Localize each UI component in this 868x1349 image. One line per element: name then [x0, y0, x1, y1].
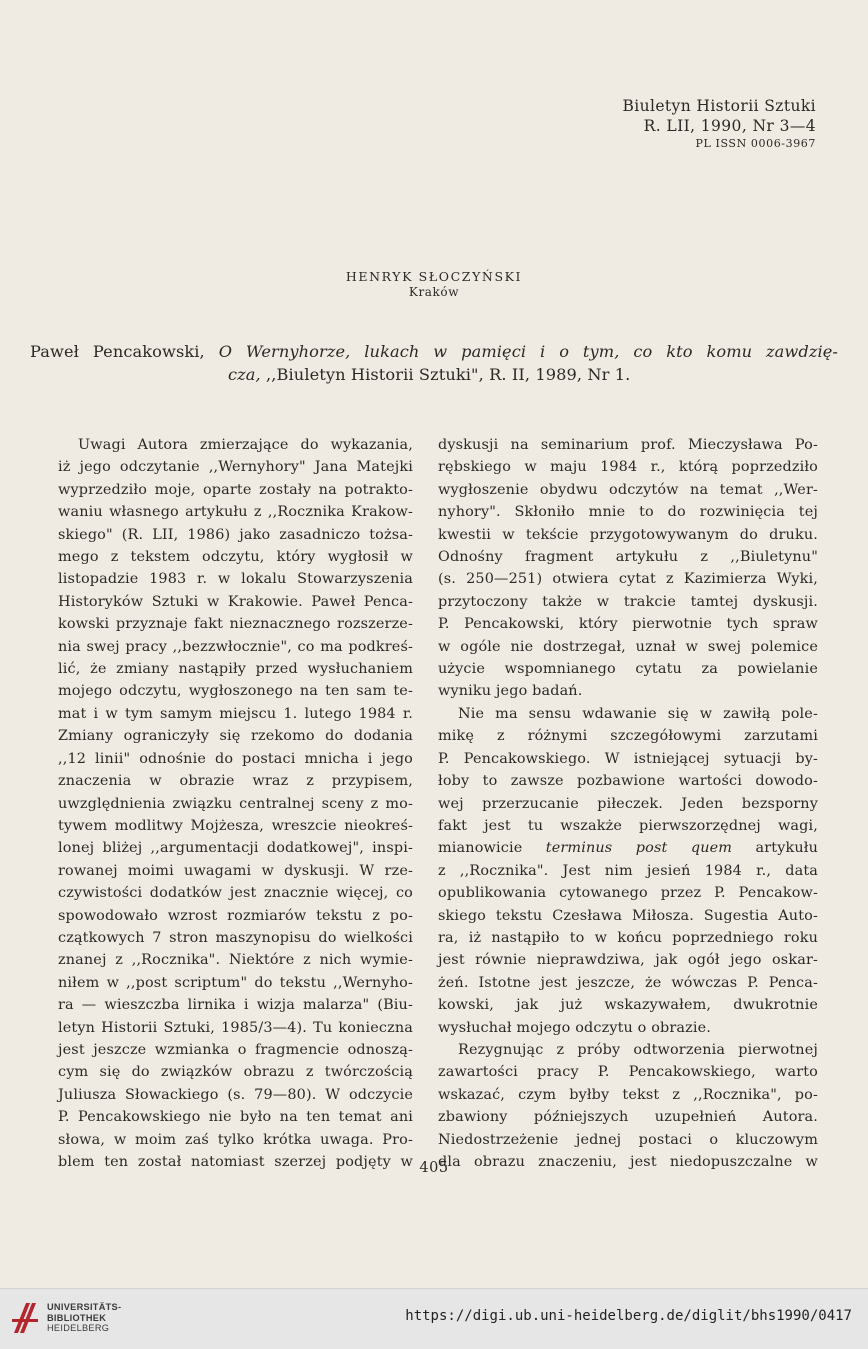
- journal-issn: PL ISSN 0006-3967: [695, 137, 816, 150]
- text-line: letyn Historii Sztuki, 1985/3—4). Tu konieczna: [58, 1019, 413, 1036]
- text-line: wyniku jego badań.: [438, 683, 583, 700]
- page-number: 405: [419, 1160, 449, 1176]
- text-line: użycie wspomnianego cytatu za powielanie: [438, 661, 818, 678]
- text-line: Odnośny fragment artykułu z ,,Biuletynu": [438, 549, 818, 566]
- text-line: opublikowania cytowanego przez P. Pencakow-: [438, 885, 818, 902]
- text-fragment: artykułu: [732, 840, 819, 857]
- text-line: mat i w tym samym miejscu 1. lutego 1984 r.: [58, 705, 413, 722]
- text-line: czywistości dodatków jest znacznie więcej, co: [58, 885, 413, 902]
- right-text-column: [438, 434, 818, 1173]
- text-line: nia swej pracy ,,bezzwłocznie", co ma podkreś-: [58, 638, 413, 655]
- text-line: słowa, w moim zaś tylko krótka uwaga. Pro-: [58, 1131, 413, 1148]
- reference-line-2: [30, 364, 838, 387]
- text-line: ,,12 linii" odnośnie do postaci mnicha i jego: [58, 750, 413, 767]
- text-line: Zmiany ograniczyły się rzekomo do dodania: [58, 728, 413, 745]
- text-line: lić, że zmiany nastąpiły przed wysłuchaniem: [58, 661, 413, 678]
- text-line: z ,,Rocznika". Jest nim jesień 1984 r., data: [438, 862, 818, 879]
- journal-volume: R. LII, 1990, Nr 3—4: [643, 117, 816, 135]
- permalink-url[interactable]: https://digi.ub.uni-heidelberg.de/diglit/bhs1990/0417: [405, 1308, 852, 1324]
- text-line: mikę z różnymi szczegółowymi zarzutami: [438, 728, 818, 745]
- author-city: Kraków: [408, 285, 460, 299]
- text-line: kowski, jak już wskazywałem, dwukrotnie: [438, 997, 818, 1014]
- text-line: mojego odczytu, wygłoszonego na ten sam te-: [58, 683, 413, 700]
- text-line: P. Pencakowski, który pierwotnie tych spraw: [438, 616, 818, 633]
- text-line: P. Pencakowskiego nie było na ten temat ani: [58, 1109, 413, 1126]
- text-line: wysłuchał mojego odczytu o obrazie.: [438, 1019, 712, 1036]
- reference-title: O Wernyhorze, lukach w pamięci i o tym, co kto komu zawdzię-: [218, 342, 838, 361]
- text-line: zawartości pracy P. Pencakowskiego, warto: [438, 1064, 818, 1081]
- text-line: blem ten został natomiast szerzej podjęty w: [58, 1154, 413, 1170]
- text-line: lonej bliżej ,,argumentacji dodatkowej", inspi-: [58, 840, 413, 857]
- text-line: P. Pencakowskiego. W istniejącej sytuacji by-: [438, 750, 818, 767]
- reference-author: Paweł Pencakowski,: [30, 342, 219, 361]
- journal-title: Biuletyn Historii Sztuki: [622, 97, 816, 115]
- text-line: czątkowych 7 stron maszynopisu do wielkości: [58, 929, 413, 946]
- text-line: znaczenia w obrazie wraz z przypisem,: [58, 773, 413, 790]
- library-name: [47, 1302, 121, 1334]
- text-fragment: mianowicie: [438, 840, 546, 857]
- text-line: spowodowało wzrost rozmiarów tekstu z po-: [58, 907, 413, 924]
- text-line: w ogóle nie dostrzegał, uznał w swej polemice: [438, 638, 818, 655]
- text-line: zbawiony późniejszych uzupełnień Autora.: [438, 1109, 818, 1126]
- library-line-1: UNIVERSITÄTS-: [47, 1302, 122, 1312]
- text-line: Historyków Sztuki w Krakowie. Paweł Penca-: [58, 593, 413, 610]
- text-line: (s. 250—251) otwiera cytat z Kazimierza Wyki,: [438, 571, 818, 588]
- text-line: kwestii w tekście przygotowywanym do druku.: [438, 526, 818, 543]
- text-line: fakt jest tu wszakże pierwszorzędnej wagi,: [438, 817, 818, 834]
- reviewed-reference: [30, 341, 838, 386]
- latin-term: terminus post quem: [545, 840, 733, 857]
- library-logo-icon: [10, 1299, 40, 1337]
- text-line: Uwagi Autora zmierzające do wykazania,: [78, 437, 413, 453]
- reference-source: ,,Biuletyn Historii Sztuki", R. II, 1989, Nr 1.: [260, 364, 631, 384]
- reference-line-1: [30, 341, 838, 364]
- footer-bar: [0, 1288, 868, 1349]
- library-line-2: BIBLIOTHEK: [47, 1312, 107, 1323]
- text-line: żeń. Istotne jest jeszcze, że wówczas P. Penca-: [438, 974, 818, 991]
- text-line: dyskusji na seminarium prof. Mieczysława Po-: [438, 437, 818, 453]
- reference-title-end: cza,: [228, 364, 261, 384]
- text-line: tywem modlitwy Mojżesza, wreszcie nieokreś-: [58, 817, 413, 834]
- text-line: nyhory". Skłoniło mnie to do rozwinięcia tej: [438, 504, 818, 521]
- text-line: wskazać, czym byłby tekst z ,,Rocznika", po-: [438, 1086, 818, 1103]
- journal-header: [622, 96, 816, 152]
- text-line: jest jeszcze wzmianka o fragmencie odnoszą-: [58, 1041, 413, 1058]
- text-line: niłem w ,,post scriptum" do tekstu ,,Wernyho-: [58, 974, 413, 991]
- text-line: ra, iż nastąpiło to w końcu poprzedniego roku: [438, 929, 818, 946]
- text-line: wyprzedziło moje, oparte zostały na potrakto-: [58, 481, 413, 498]
- text-line: waniu własnego artykułu z ,,Rocznika Krakow-: [58, 504, 413, 521]
- text-line: przytoczony także w trakcie tamtej dyskusji.: [438, 593, 818, 610]
- text-line: dla obrazu znaczeniu, jest niedopuszczalne w: [438, 1154, 818, 1170]
- text-line: uwzględnienia związku centralnej sceny z mo-: [58, 795, 413, 812]
- text-line: wej przerzucanie piłeczek. Jeden bezsporny: [438, 795, 818, 812]
- author-name: HENRYK SŁOCZYŃSKI: [345, 269, 523, 284]
- text-line: skiego" (R. LII, 1986) jako zasadniczo tożsa-: [58, 526, 413, 543]
- text-line: iż jego odczytanie ,,Wernyhory" Jana Matejki: [58, 459, 413, 476]
- text-line: znanej z ,,Rocznika". Niektóre z nich wymie-: [58, 952, 413, 969]
- text-line: Niedostrzeżenie jednej postaci o kluczowym: [438, 1131, 818, 1148]
- text-line: listopadzie 1983 r. w lokalu Stowarzyszenia: [58, 571, 413, 588]
- text-line: Nie ma sensu wdawanie się w zawiłą pole-: [458, 705, 818, 722]
- library-line-3: HEIDELBERG: [47, 1323, 110, 1333]
- text-line: wygłoszenie obydwu odczytów na temat ,,Wer-: [438, 481, 818, 498]
- text-line: mego z tekstem odczytu, który wygłosił w: [58, 549, 413, 566]
- text-line: Juliusza Słowackiego (s. 79—80). W odczycie: [58, 1086, 413, 1103]
- text-line: łoby to zawsze pozbawione wartości dowodo-: [438, 773, 818, 790]
- text-line: [438, 837, 818, 859]
- text-line: Rezygnując z próby odtworzenia pierwotnej: [458, 1041, 818, 1058]
- text-line: cym się do związków obrazu z twórczością: [58, 1064, 413, 1081]
- left-text-column: [58, 434, 413, 1173]
- text-line: kowski przyznaje fakt nieznacznego rozszerze-: [58, 616, 413, 633]
- author-block: [0, 268, 868, 300]
- text-line: jest równie nieprawdziwa, jak ogół jego oskar-: [438, 952, 818, 969]
- text-line: rowanej moimi uwagami w dyskusji. W rze-: [58, 862, 413, 879]
- text-line: ra — wieszczba lirnika i wizja malarza" (Biu-: [58, 997, 413, 1014]
- text-line: rębskiego w maju 1984 r., którą poprzedziło: [438, 459, 818, 476]
- text-line: skiego tekstu Czesława Miłosza. Sugestia Auto-: [438, 907, 818, 924]
